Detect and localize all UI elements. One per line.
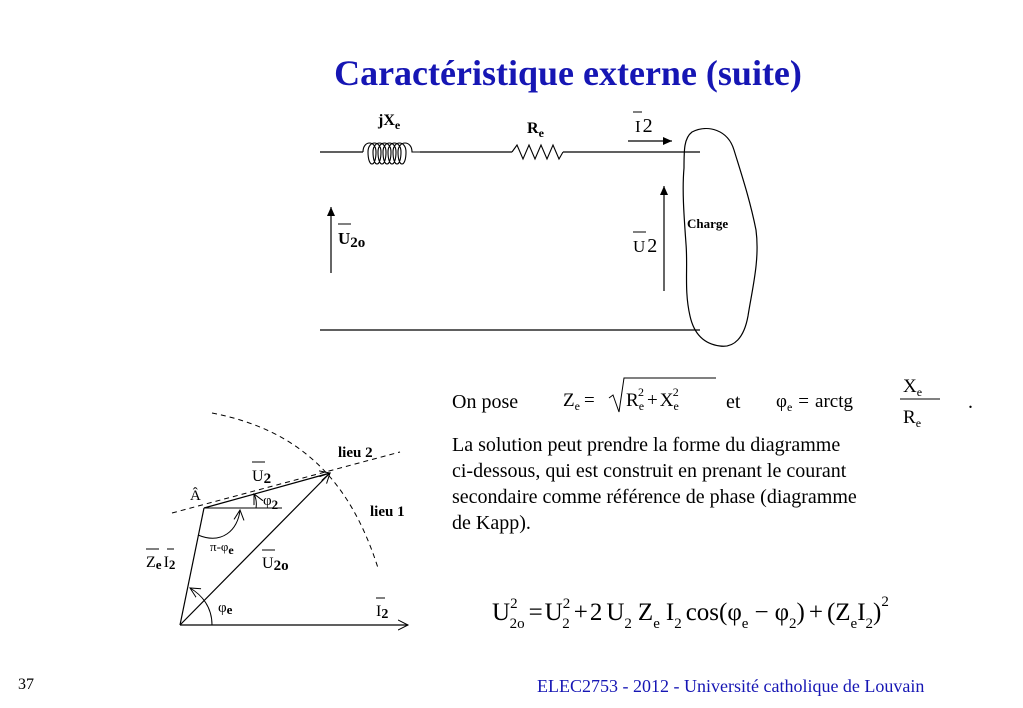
diagram-u2-label: U2	[252, 468, 272, 487]
page-number: 37	[18, 676, 34, 693]
ze-radicand: $R_e2 + X_e2$	[626, 385, 679, 413]
lieu2-line	[172, 452, 400, 513]
lieu1-arc	[212, 413, 378, 568]
pi-phi-arc	[198, 510, 240, 538]
period-text: .	[968, 391, 973, 413]
current-label: I 2	[635, 115, 653, 137]
paragraph-line: ci-dessous, qui est construit en prenant le courant	[452, 460, 847, 482]
zi-label: Ze I2	[146, 554, 176, 572]
diagram-phi2-label: φ2	[263, 493, 279, 512]
load-outline	[683, 129, 757, 347]
phie-arc	[190, 588, 212, 625]
phi2-arc	[254, 494, 256, 508]
footer: ELEC2753 - 2012 - Université catholique de Louvain	[537, 676, 925, 696]
explanation-paragraph	[452, 432, 997, 536]
diagram-u2o-label: U2o	[262, 555, 289, 574]
resistor-zigzag	[512, 145, 563, 159]
paragraph-line: La solution peut prendre la forme du diagramme	[452, 434, 841, 456]
slide-title: Caractéristique externe (suite)	[334, 53, 802, 93]
zi-vector	[180, 508, 204, 625]
phi-formula: $\varphi_e$ = arctg	[776, 391, 853, 414]
on-pose-text: On pose	[452, 391, 519, 413]
load-label: Charge	[687, 216, 729, 231]
lieu2-label: lieu 2	[338, 445, 373, 461]
point-a-label: Â	[190, 488, 201, 504]
kapp-equation: $U^2$ $2o =U^2$ 2 +2 $U_2$ $Z_e$ $I_2$ $\cos(\varphi_e - \varphi_2) + (Z_eI_2)^2$	[492, 594, 889, 632]
u2o-label: U2o	[338, 229, 366, 251]
inductance-label: $jX_e$	[378, 112, 401, 132]
inductor-coil	[363, 143, 420, 164]
paragraph-line: de Kapp).	[452, 512, 531, 534]
u2-label: U 2	[633, 235, 658, 257]
phi-denominator: $R_e$	[903, 407, 922, 430]
lieu1-label: lieu 1	[370, 504, 405, 520]
ze-formula: $Z_e$ =	[563, 390, 595, 413]
phie-label: φe	[218, 600, 233, 617]
paragraph-line: secondaire comme référence de phase (diagramme	[452, 486, 857, 508]
diagram-i2-label: I2	[376, 603, 389, 622]
et-text: et	[726, 391, 741, 413]
resistance-label: $R_e$	[527, 120, 544, 140]
phi-numerator: $X_e$	[903, 376, 923, 399]
pi-phi-label: π-φe	[210, 539, 234, 557]
